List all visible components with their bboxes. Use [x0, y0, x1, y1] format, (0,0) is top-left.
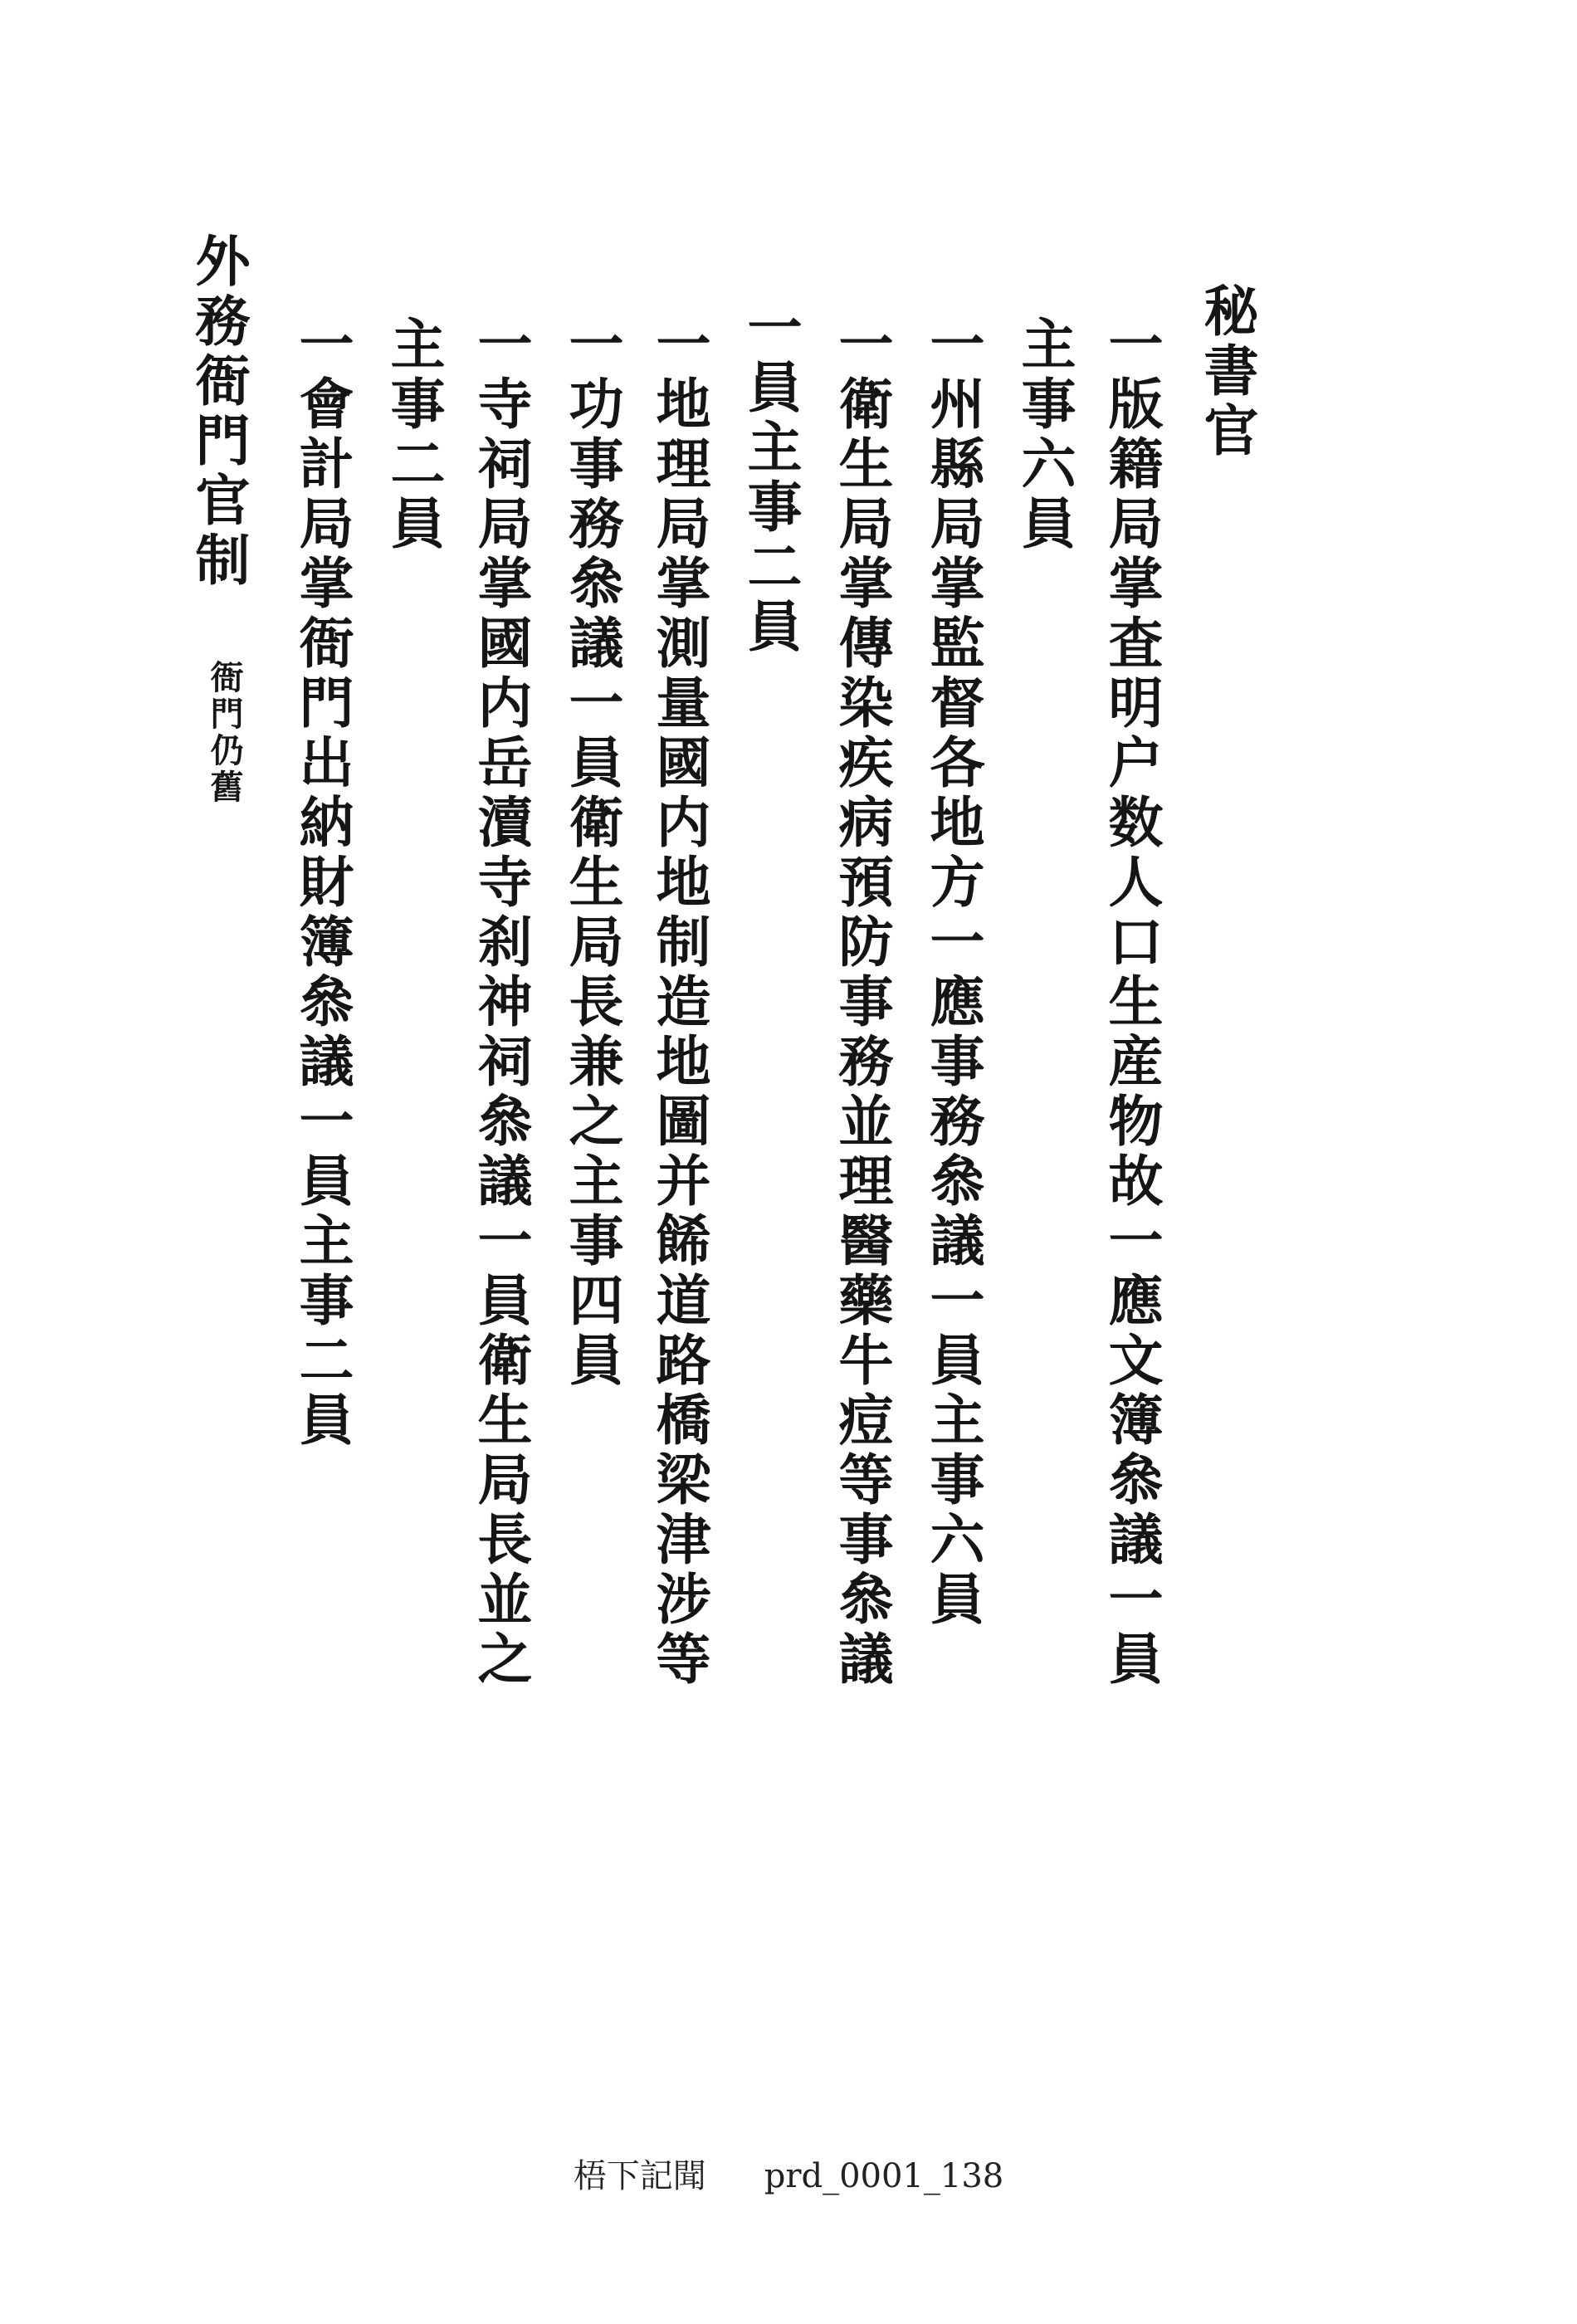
- column-works-affairs: 一功事務叅議一員衛生局長兼之主事四員: [559, 315, 624, 1391]
- column-foreign-office-heading: 外務衙門官制: [186, 232, 251, 591]
- page-footer: [0, 2150, 1577, 2197]
- column-health-clerks: 一員主事二員: [738, 299, 803, 657]
- page-identifier: prd_0001_138: [764, 2157, 1004, 2195]
- column-annotation-unchanged: 衙門仍舊: [205, 660, 244, 806]
- book-title: 梧下記聞: [573, 2157, 706, 2195]
- column-geography-bureau: 一地理局掌測量國内地制造地圖并餙道路橋梁津涉等: [647, 315, 711, 1690]
- column-prefecture-bureau: 一州縣局掌監督各地方一應事務叅議一員主事六員: [920, 315, 985, 1630]
- column-accounting-bureau: 一會計局掌衙門出納財簿叅議一員主事二員: [290, 315, 354, 1451]
- column-temple-clerks: 主事二員: [381, 315, 446, 554]
- column-heading-secretary: 秘書官: [1194, 282, 1259, 461]
- column-health-bureau: 一衛生局掌傳染疾病預防事務並理醫藥牛痘等事叅議: [829, 315, 894, 1690]
- column-registry-clerks: 主事六員: [1012, 315, 1077, 554]
- manuscript-text-block: [166, 208, 1262, 1868]
- column-registry-bureau: 一版籍局掌査明户数人口生産物故一應文簿叅議一員: [1099, 315, 1164, 1690]
- column-temple-bureau: 一寺祠局掌國内岳瀆寺刹神祠叅議一員衛生局長並之: [468, 315, 533, 1690]
